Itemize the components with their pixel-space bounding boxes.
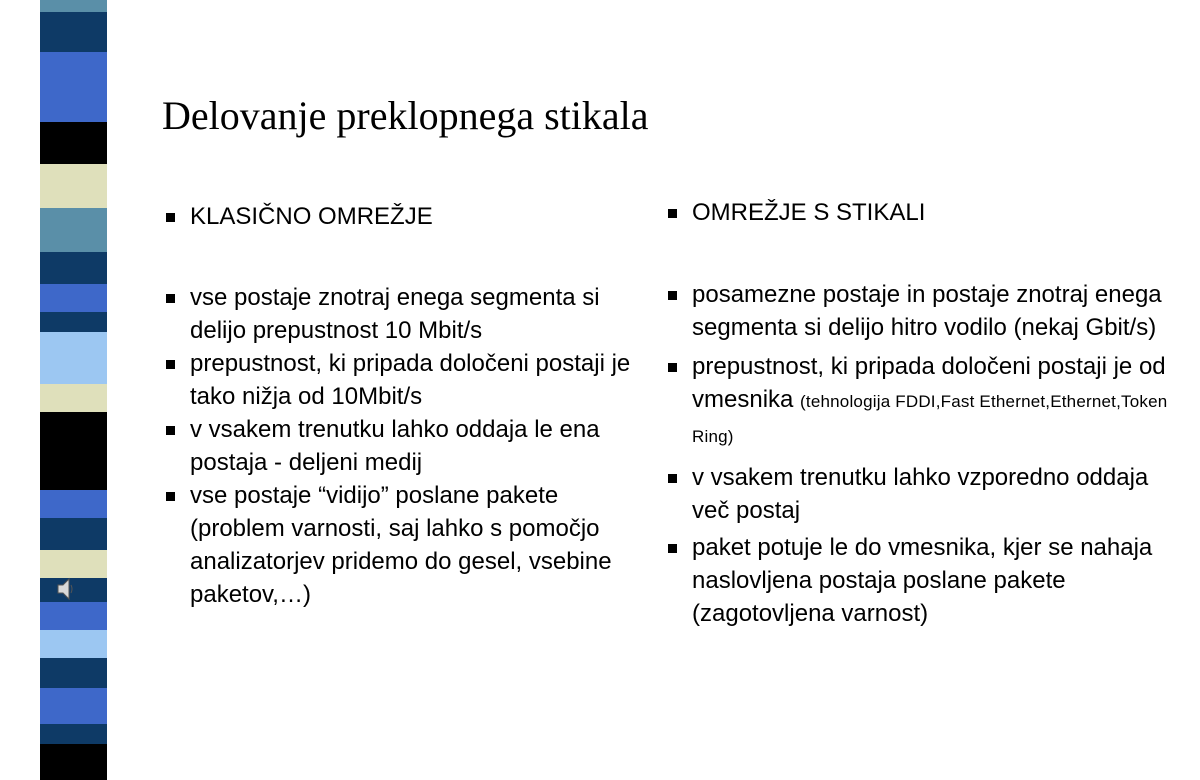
square-bullet-icon [166, 360, 175, 369]
right-item-text: v vsakem trenutku lahko vzporedno oddaja več postaj [692, 464, 1149, 524]
right-bullet-item [668, 461, 1188, 527]
stripe-block [40, 252, 107, 284]
right-item-text: prepustnost, ki pripada določeni postaji je od vmesnika [692, 353, 1166, 413]
stripe-block [40, 724, 107, 744]
square-bullet-icon [166, 492, 175, 501]
right-bullet-item [668, 196, 1188, 229]
left-item-text: prepustnost, ki pripada določeni postaji je tako nižja od 10Mbit/s [190, 350, 631, 410]
right-bullet-item [668, 350, 1188, 453]
stripe-block [40, 490, 107, 518]
stripe-block [40, 208, 107, 252]
stripe-block [40, 630, 107, 658]
stripe-block [40, 550, 107, 578]
right-bullet-item [668, 531, 1188, 630]
stripe-block [40, 164, 107, 208]
stripe-block [40, 0, 107, 12]
left-item-text: v vsakem trenutku lahko oddaja le ena postaja - deljeni medij [190, 416, 600, 476]
right-item-small-text: (tehnologija FDDI,Fast Ethernet,Ethernet,Token Ring) [692, 392, 1168, 446]
left-bullet-item [166, 413, 646, 479]
decorative-stripe [40, 0, 107, 780]
square-bullet-icon [166, 426, 175, 435]
left-bullet-item [166, 200, 646, 233]
right-bullet-item [668, 278, 1188, 344]
slide-title: Delovanje preklopnega stikala [162, 93, 649, 138]
stripe-block [40, 412, 107, 464]
square-bullet-icon [668, 209, 677, 218]
left-column [166, 200, 646, 611]
stripe-block [40, 332, 107, 384]
stripe-block [40, 772, 107, 780]
square-bullet-icon [668, 544, 677, 553]
stripe-block [40, 688, 107, 724]
square-bullet-icon [668, 474, 677, 483]
left-item-text: vse postaje znotraj enega segmenta si delijo prepustnost 10 Mbit/s [190, 284, 600, 344]
stripe-block [40, 52, 107, 94]
stripe-block [40, 12, 107, 52]
stripe-block [40, 384, 107, 412]
stripe-block [40, 658, 107, 688]
right-column [668, 196, 1188, 630]
stripe-block [40, 122, 107, 164]
right-item-text: posamezne postaje in postaje znotraj enega segmenta si delijo hitro vodilo (nekaj Gbit/s) [692, 281, 1162, 341]
left-item-text: KLASIČNO OMREŽJE [190, 203, 433, 230]
stripe-block [40, 602, 107, 630]
square-bullet-icon [668, 291, 677, 300]
stripe-block [40, 464, 107, 490]
left-item-text: vse postaje “vidijo” poslane pakete (problem varnosti, saj lahko s pomočjo analizatorjev pridemo do gesel, vsebine paketov,…) [190, 482, 612, 608]
speaker-icon[interactable] [56, 576, 74, 602]
stripe-block [40, 284, 107, 312]
left-bullet-item [166, 479, 646, 611]
square-bullet-icon [166, 213, 175, 222]
left-bullet-item [166, 347, 646, 413]
right-item-text: OMREŽJE S STIKALI [692, 199, 926, 226]
stripe-block [40, 312, 107, 332]
right-item-text: paket potuje le do vmesnika, kjer se nahaja naslovljena postaja poslane pakete (zagotovljena varnost) [692, 534, 1153, 627]
square-bullet-icon [166, 294, 175, 303]
stripe-block [40, 94, 107, 122]
stripe-block [40, 744, 107, 772]
square-bullet-icon [668, 363, 677, 372]
left-bullet-item [166, 281, 646, 347]
stripe-block [40, 518, 107, 550]
